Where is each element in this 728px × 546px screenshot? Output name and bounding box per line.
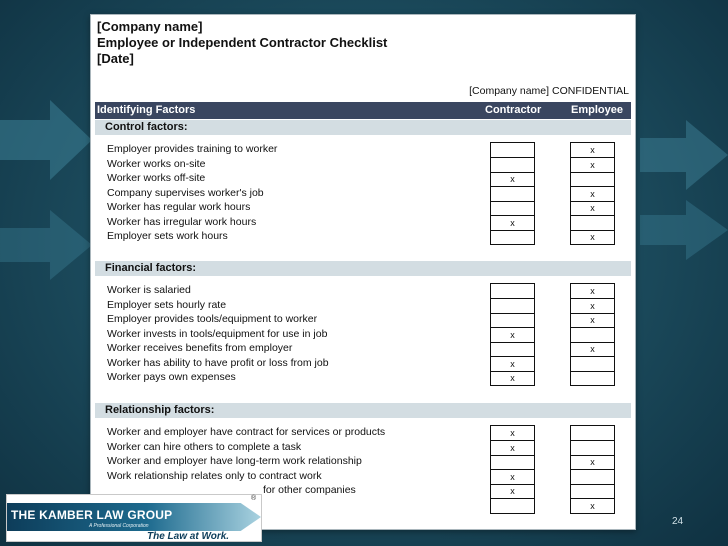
confidential-label: [Company name] CONFIDENTIAL [469,85,629,97]
factor-label: Employer provides training to worker [107,143,278,155]
contractor-checkbox[interactable]: x [490,425,535,441]
company-name: [Company name] [97,19,203,34]
employee-checkbox[interactable]: x [570,455,615,470]
background-arrow-right-mid [640,200,728,260]
contractor-checkbox[interactable] [490,142,535,158]
employee-checkbox[interactable]: x [570,499,615,514]
employee-checkbox[interactable] [570,172,615,187]
employee-checkbox[interactable]: x [570,299,615,314]
factor-label: Worker can hire others to complete a task [107,440,302,453]
contractor-checkbox[interactable] [490,283,535,299]
factor-label: Worker receives benefits from employer [107,342,293,354]
factor-label: Employer sets hourly rate [107,298,227,311]
employee-checkbox[interactable]: x [570,187,615,202]
factor-label: Employer sets work hours [107,230,228,242]
column-contractor: Contractor [485,104,542,116]
factor-label: Employer provides tools/equipment to worker [107,313,318,325]
contractor-checkbox[interactable]: x [490,328,535,343]
column-header-bar [95,102,631,119]
factor-label: Worker and employer have contract for services or products [107,426,386,438]
contractor-checkbox[interactable] [490,158,535,173]
section-header: Relationship factors: [95,403,631,418]
contractor-checkbox[interactable] [490,499,535,514]
factor-label: Worker is salaried [107,284,191,296]
contractor-checkbox[interactable]: x [490,371,535,386]
employee-checkbox[interactable] [570,470,615,485]
column-employee: Employee [571,104,623,116]
contractor-checkbox[interactable]: x [490,216,535,231]
factor-label: Worker and employer have long-term work relationship [107,455,362,467]
employee-checkbox[interactable] [570,484,615,499]
employee-checkbox[interactable]: x [570,201,615,216]
employee-checkbox[interactable] [570,328,615,343]
kamber-law-group-logo [6,494,262,542]
contractor-checkbox[interactable] [490,201,535,216]
contractor-checkbox[interactable] [490,313,535,328]
factor-label: Worker invests in tools/equipment for use in job [107,327,328,340]
checklist-document [90,14,636,530]
document-date: [Date] [97,51,134,66]
section-header: Financial factors: [95,261,631,276]
factor-label: Worker has regular work hours [107,201,251,213]
background-arrow-right-top [640,120,728,190]
contractor-checkbox[interactable]: x [490,172,535,187]
background-arrow-left-top [0,100,92,180]
employee-checkbox[interactable] [570,425,615,441]
factor-label: Work relationship relates only to contract work [107,469,322,482]
employee-checkbox[interactable] [570,371,615,386]
section-header: Control factors: [95,120,631,135]
employee-checkbox[interactable]: x [570,342,615,357]
contractor-checkbox[interactable]: x [490,357,535,372]
contractor-checkbox[interactable] [490,455,535,470]
logo-subtitle: A Professional Corporation [89,523,149,529]
factor-label: Worker works off-site [107,172,206,184]
column-identifying-factors: Identifying Factors [97,104,196,116]
background-arrow-left-mid [0,210,92,280]
factor-label: Company supervises worker's job [107,186,264,199]
logo-tagline: The Law at Work. [147,531,230,542]
contractor-checkbox[interactable] [490,187,535,202]
slide-page-number: 24 [672,516,684,527]
employee-checkbox[interactable] [570,441,615,456]
factor-label: Worker works on-site [107,157,206,170]
factor-label: for other companies [263,484,356,496]
contractor-checkbox[interactable] [490,230,535,245]
contractor-checkbox[interactable]: x [490,484,535,499]
contractor-checkbox[interactable] [490,299,535,314]
factor-label: Worker has irregular work hours [107,215,257,228]
employee-checkbox[interactable]: x [570,158,615,173]
contractor-checkbox[interactable]: x [490,470,535,485]
document-title: Employee or Independent Contractor Checklist [97,35,388,50]
employee-checkbox[interactable]: x [570,142,615,158]
document-header [97,19,387,67]
employee-checkbox[interactable]: x [570,230,615,245]
logo-registered-mark: ® [251,495,257,502]
logo-firm-name: THE KAMBER LAW GROUP [11,508,173,522]
employee-checkbox[interactable]: x [570,283,615,299]
employee-checkbox[interactable] [570,216,615,231]
employee-checkbox[interactable] [570,357,615,372]
factor-label: Worker has ability to have profit or loss from job [107,356,329,369]
factor-label: Worker pays own expenses [107,371,236,383]
employee-checkbox[interactable]: x [570,313,615,328]
contractor-checkbox[interactable] [490,342,535,357]
contractor-checkbox[interactable]: x [490,441,535,456]
